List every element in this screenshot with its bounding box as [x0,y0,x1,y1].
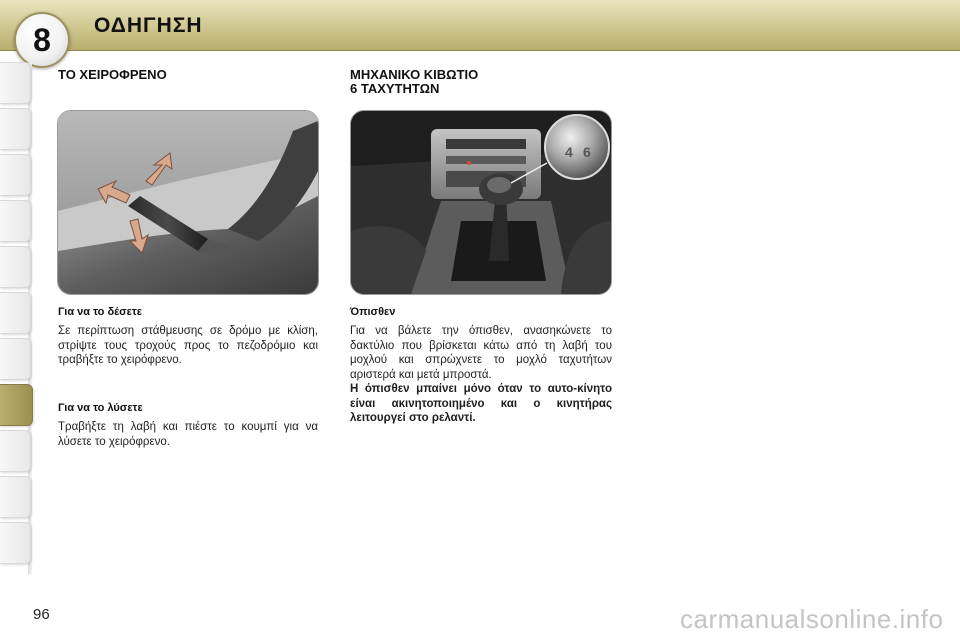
chapter-side-tabs [0,62,34,574]
side-tab-1[interactable] [0,62,31,104]
side-tab-5[interactable] [0,246,31,288]
side-tab-10[interactable] [0,476,31,518]
reverse-instructions-text: Για να βάλετε την όπισθεν, ανασηκώνετε το δακτύλιο που βρίσκεται κάτω από τη λαβή του μοχλού και σπρώχνετε το μοχλό ταχυτήτων αριστερά και μετά μπροστά. [350,325,612,381]
handbrake-photo [57,110,319,295]
handbrake-illustration [58,111,318,294]
gearbox-section-title-line1: ΜΗΧΑΝΙΚΟ ΚΙΒΩΤΙΟ [350,67,479,82]
chapter-title: ΟΔΗΓΗΣΗ [94,14,203,37]
side-tab-11[interactable] [0,522,31,564]
page-number: 96 [33,606,50,623]
svg-text:6: 6 [583,144,591,160]
svg-text:4: 4 [565,144,573,160]
release-handbrake-subhead: Για να το λύσετε [58,402,143,414]
side-tab-2[interactable] [0,108,31,150]
apply-handbrake-text: Σε περίπτωση στάθμευσης σε δρόμο με κλίση, στρίψτε τους τροχούς προς το πεζοδρόμιο και τραβήξτε το χειρόφρενο. [58,325,318,366]
side-tab-6[interactable] [0,292,31,334]
release-handbrake-text: Τραβήξτε τη λαβή και πιέστε το κουμπί για να λύσετε το χειρόφρενο. [58,421,318,448]
apply-handbrake-subhead: Για να το δέσετε [58,306,142,318]
handbrake-section-title: ΤΟ ΧΕΙΡΟΦΡΕΝΟ [58,67,167,82]
side-tab-4[interactable] [0,200,31,242]
reverse-warning-text: Η όπισθεν μπαίνει μόνο όταν το αυτο-κίνητο είναι ακινητοποιημένο και ο κινητήρας λειτουργεί στο ρελαντί. [350,383,612,424]
gearshift-illustration [351,111,611,294]
reverse-subhead: Όπισθεν [350,306,396,318]
chapter-header [0,0,960,58]
gearshift-photo [350,110,612,295]
gearbox-section-title-line2: 6 ΤΑΧΥΤΗΤΩΝ [350,81,440,96]
side-tab-7[interactable] [0,338,31,380]
watermark: carmanualsonline.info [680,604,944,634]
chapter-number-badge: 8 [14,12,70,68]
side-tab-8-active[interactable] [0,384,33,426]
side-tab-3[interactable] [0,154,31,196]
side-tab-9[interactable] [0,430,31,472]
